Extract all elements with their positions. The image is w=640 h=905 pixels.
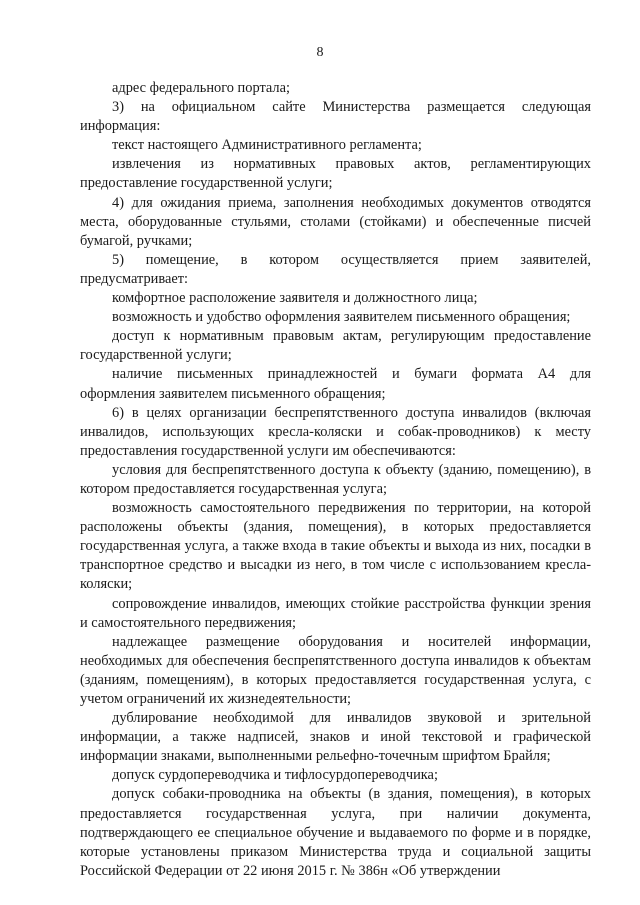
- paragraph-accompaniment: сопровождение инвалидов, имеющих стойкие расстройства функции зрения и самостоятельного передвижения;: [80, 595, 591, 631]
- paragraph-writing-materials: наличие письменных принадлежностей и бумаги формата А4 для оформления заявителем письменного обращения;: [80, 366, 591, 402]
- paragraph-access-to-acts: доступ к нормативным правовым актам, регулирующим предоставление государственной услуги;: [80, 328, 591, 364]
- paragraph-comfortable-placement: комфортное расположение заявителя и должностного лица;: [112, 290, 478, 307]
- document-body: [80, 79, 591, 881]
- paragraph-legal-extracts: извлечения из нормативных правовых актов, регламентирующих предоставление государственной услуги;: [80, 156, 591, 192]
- paragraph-item-4-waiting-area: 4) для ожидания приема, заполнения необходимых документов отводятся места, оборудованные стульями, столами (стойками) и обеспеченные писчей бумагой, ручками;: [80, 194, 591, 249]
- paragraph-interpreter-admission: допуск сурдопереводчика и тифлосурдопереводчика;: [112, 767, 438, 784]
- paragraph-information-duplication: дублирование необходимой для инвалидов звуковой и зрительной информации, а также надписей, знаков и иной текстовой и графической информации знаками, выполненными рельефно-точечным шрифтом Брайля;: [80, 710, 591, 765]
- paragraph-portal-address: адрес федерального портала;: [112, 80, 290, 96]
- paragraph-item-6-disabled-access: 6) в целях организации беспрепятственного доступа инвалидов (включая инвалидов, использующих кресла-коляски и собак-проводников) к месту предоставления государственной услуги им обеспечиваются:: [80, 404, 591, 459]
- paragraph-equipment-placement: надлежащее размещение оборудования и носителей информации, необходимых для обеспечения беспрепятственного доступа инвалидов к объектам (зданиям, помещениям), в которых предоставляется государственная услуга, с учетом ограничений их жизнедеятельности;: [80, 633, 591, 707]
- paragraph-unobstructed-access: условия для беспрепятственного доступа к объекту (зданию, помещению), в котором предоставляется государственная услуга;: [80, 461, 591, 497]
- paragraph-item-5-reception-room: 5) помещение, в котором осуществляется прием заявителей, предусматривает:: [80, 251, 591, 287]
- paragraph-independent-movement: возможность самостоятельного передвижения по территории, на которой расположены объекты (здания, помещения), в которых предоставляется государственная услуга, а также входа в такие объекты и выхода из них, посадки в транспортное средство и высадки из него, в том числе с использованием кресла-коляски;: [80, 500, 591, 593]
- paragraph-regulation-text: текст настоящего Административного регламента;: [112, 137, 422, 154]
- page-number: 8: [316, 45, 324, 60]
- paragraph-item-3-official-site: 3) на официальном сайте Министерства размещается следующая информация:: [80, 99, 591, 135]
- paragraph-guide-dog-admission: допуск собаки-проводника на объекты (в здания, помещения), в которых предоставляется государственная услуга, при наличии документа, подтверждающего ее специальное обучение и выдаваемого по форме и в порядке, которые установлены приказом Министерства труда и социальной защиты Российской Федерации от 22 июня 2015 г. № 386н «Об утверждении: [80, 786, 591, 879]
- paragraph-written-appeal: возможность и удобство оформления заявителем письменного обращения;: [112, 309, 571, 326]
